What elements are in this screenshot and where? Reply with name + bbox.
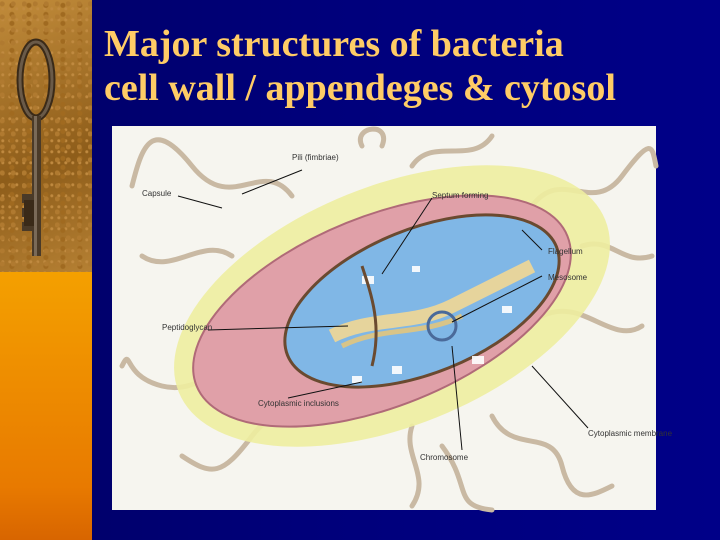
label-pili: Pili (fimbriae)	[292, 153, 339, 162]
title-line-2: cell wall / appendeges & cytosol	[104, 67, 616, 109]
skeleton-key-image	[0, 0, 92, 272]
label-capsule: Capsule	[142, 189, 172, 198]
label-cytoplasmic-membrane: Cytoplasmic membrane	[588, 429, 673, 438]
title-line-1: Major structures of bacteria	[104, 23, 564, 65]
label-chromosome: Chromosome	[420, 453, 469, 462]
bacteria-diagram	[112, 126, 673, 510]
label-peptidoglycan: Peptidoglycan	[162, 323, 213, 332]
slide-title	[104, 22, 704, 110]
key-icon	[0, 0, 92, 272]
label-flagellum: Flagellum	[548, 247, 583, 256]
orange-accent-block	[0, 272, 92, 540]
bacteria-illustration	[112, 126, 673, 510]
label-mesosome: Mesosome	[548, 273, 588, 282]
label-septum-forming: Septum forming	[432, 191, 489, 200]
label-cytoplasmic-inclusions: Cytoplasmic inclusions	[258, 399, 339, 408]
